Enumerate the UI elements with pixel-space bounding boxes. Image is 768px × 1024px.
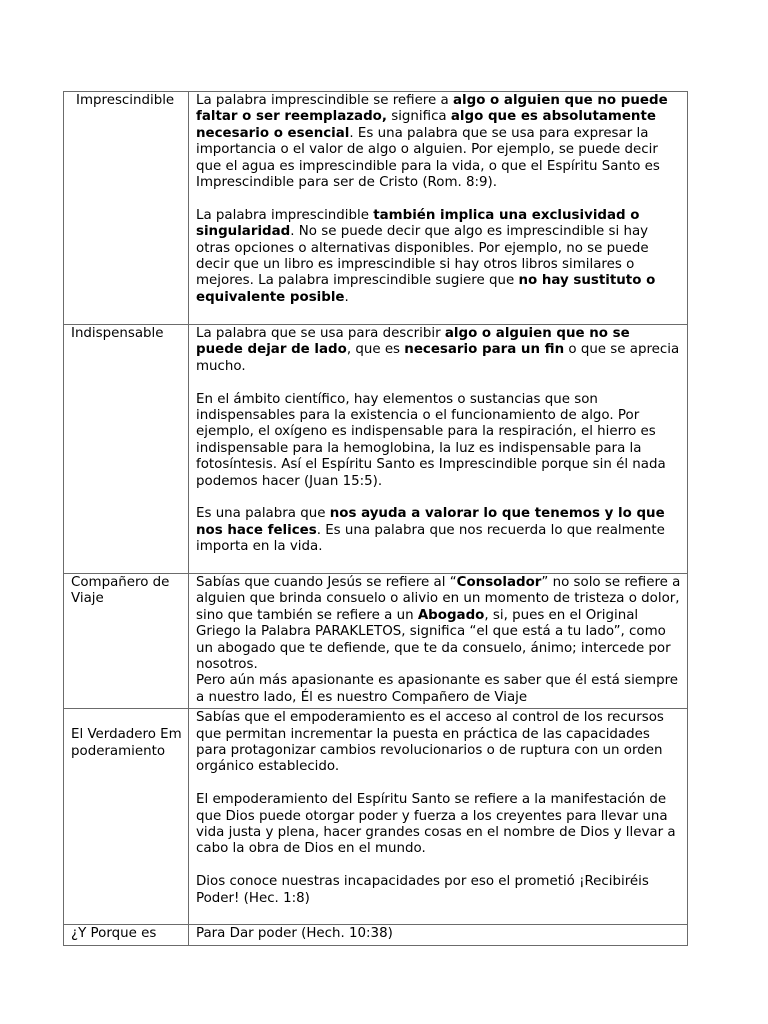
text-run: significa	[386, 109, 451, 125]
term-label: Indispensable	[71, 326, 164, 341]
definitions-table	[63, 91, 688, 946]
text-run: ” no solo se refiere a alguien que brinda consuelo o alivio en un momento de tristeza o dolor, sino que también se refiere a un	[196, 575, 681, 623]
definition-paragraph	[196, 208, 681, 306]
table-row	[64, 325, 688, 574]
table-row	[64, 92, 688, 325]
definition-paragraph	[196, 575, 681, 706]
text-run: El empoderamiento del Espíritu Santo se refiere a la manifestación de que Dios puede otorgar poder y fuerza a los creyentes para llevar una vida justa y plena, hacer grandes cosas en el nombre de Dios y llevar a cabo la obra de Dios en el mundo.	[196, 792, 676, 857]
text-run: Pero aún más apasionante es apasionante es saber que él está siempre a nuestro lado, Él es nuestro Compañero de Viaje	[196, 673, 679, 705]
table-row	[64, 709, 688, 925]
term-cell	[64, 574, 189, 709]
text-run: La palabra imprescindible se refiere a	[196, 93, 453, 108]
text-run: o que se aprecia mucho.	[196, 342, 680, 374]
bold-text: también implica una exclusividad o singularidad	[196, 207, 640, 240]
text-run: En el ámbito científico, hay elementos o sustancias que son indispensables para la existencia o el funcionamiento de algo. Por ejemplo, el oxígeno es indispensable para la respiración, el hierro es indispensable para la hemoglobina, la luz es indispensable para la fotosíntesis. Así el Espíritu Santo es Imprescindible porque sin él nada podemos hacer (Juan 15:5).	[196, 391, 666, 489]
text-run: , si, pues en el Original Griego la Palabra PARAKLETOS, significa “el que está a tu lado”, como un abogado que te defiende, que te da consuelo, ánimo; intercede por nosotros.	[196, 607, 671, 673]
definition-cell	[189, 925, 688, 945]
text-run: . Es una palabra que nos recuerda lo que realmente importa en la vida.	[196, 522, 665, 555]
bold-text: algo o alguien que no puede faltar o ser reemplazado,	[196, 93, 668, 125]
term-cell	[64, 92, 189, 325]
definition-cell	[189, 325, 688, 574]
text-run: Sabías que cuando Jesús se refiere al “	[196, 575, 457, 590]
term-label: Compañero de Viaje	[71, 575, 170, 607]
text-run: Es una palabra que	[196, 506, 330, 522]
definition-cell	[189, 92, 688, 325]
definition-paragraph	[196, 874, 681, 907]
bold-text: no hay sustituto o equivalente posible	[196, 273, 656, 305]
bold-text: necesario para un fin	[404, 342, 565, 358]
term-label: El Verdadero Empoderamiento	[71, 727, 182, 759]
definition-paragraph	[196, 792, 681, 858]
bold-text: algo o alguien que no se puede dejar de lado	[196, 326, 630, 358]
definition-paragraph	[196, 710, 681, 776]
text-run: Sabías que el empoderamiento es el acceso al control de los recursos que permitan incrementar la puesta en práctica de las capacidades para protagonizar cambios revolucionarios o de ruptura con un orden orgánico establecido.	[196, 710, 664, 775]
definition-paragraph	[196, 326, 681, 375]
definition-cell	[189, 574, 688, 709]
term-label: Imprescindible	[76, 93, 175, 108]
text-run: , que es	[346, 342, 405, 358]
definition-paragraph	[196, 506, 681, 555]
bold-text: Abogado	[417, 607, 485, 623]
text-run: La palabra imprescindible	[196, 207, 374, 223]
text-run: . No se puede decir que algo es imprescindible si hay otras opciones o alternativas disponibles. Por ejemplo, no se puede decir que un libro es imprescindible si hay otros libros similares o mejores. La palabra imprescindible sugiere que	[196, 224, 649, 289]
definition-paragraph	[196, 93, 681, 191]
bold-text: nos ayuda a valorar lo que tenemos y lo que nos hace felices	[196, 506, 665, 538]
definition-paragraph	[196, 392, 681, 490]
text-run: . Es una palabra que se usa para expresar la importancia o el valor de algo o alguien. Por ejemplo, se puede decir que el agua es imprescindible para la vida, o que el Espíritu Santo es Imprescindible para ser de Cristo (Rom. 8:9).	[196, 125, 660, 191]
text-run: Para Dar poder (Hech. 10:38)	[196, 926, 393, 942]
table-row	[64, 925, 688, 945]
text-run: Dios conoce nuestras incapacidades por eso el prometió ¡Recibiréis Poder! (Hec. 1:8)	[196, 874, 649, 906]
definition-cell	[189, 709, 688, 925]
bold-text: Consolador	[456, 575, 542, 590]
term-cell	[64, 325, 189, 574]
term-cell	[64, 709, 189, 925]
term-label: ¿Y Porque es	[71, 926, 157, 942]
bold-text: algo que es absolutamente necesario o esencial	[196, 109, 656, 141]
table-row	[64, 574, 688, 709]
term-cell	[64, 925, 189, 945]
text-run: .	[344, 289, 349, 305]
definition-paragraph	[196, 926, 681, 942]
text-run: La palabra que se usa para describir	[196, 326, 445, 341]
